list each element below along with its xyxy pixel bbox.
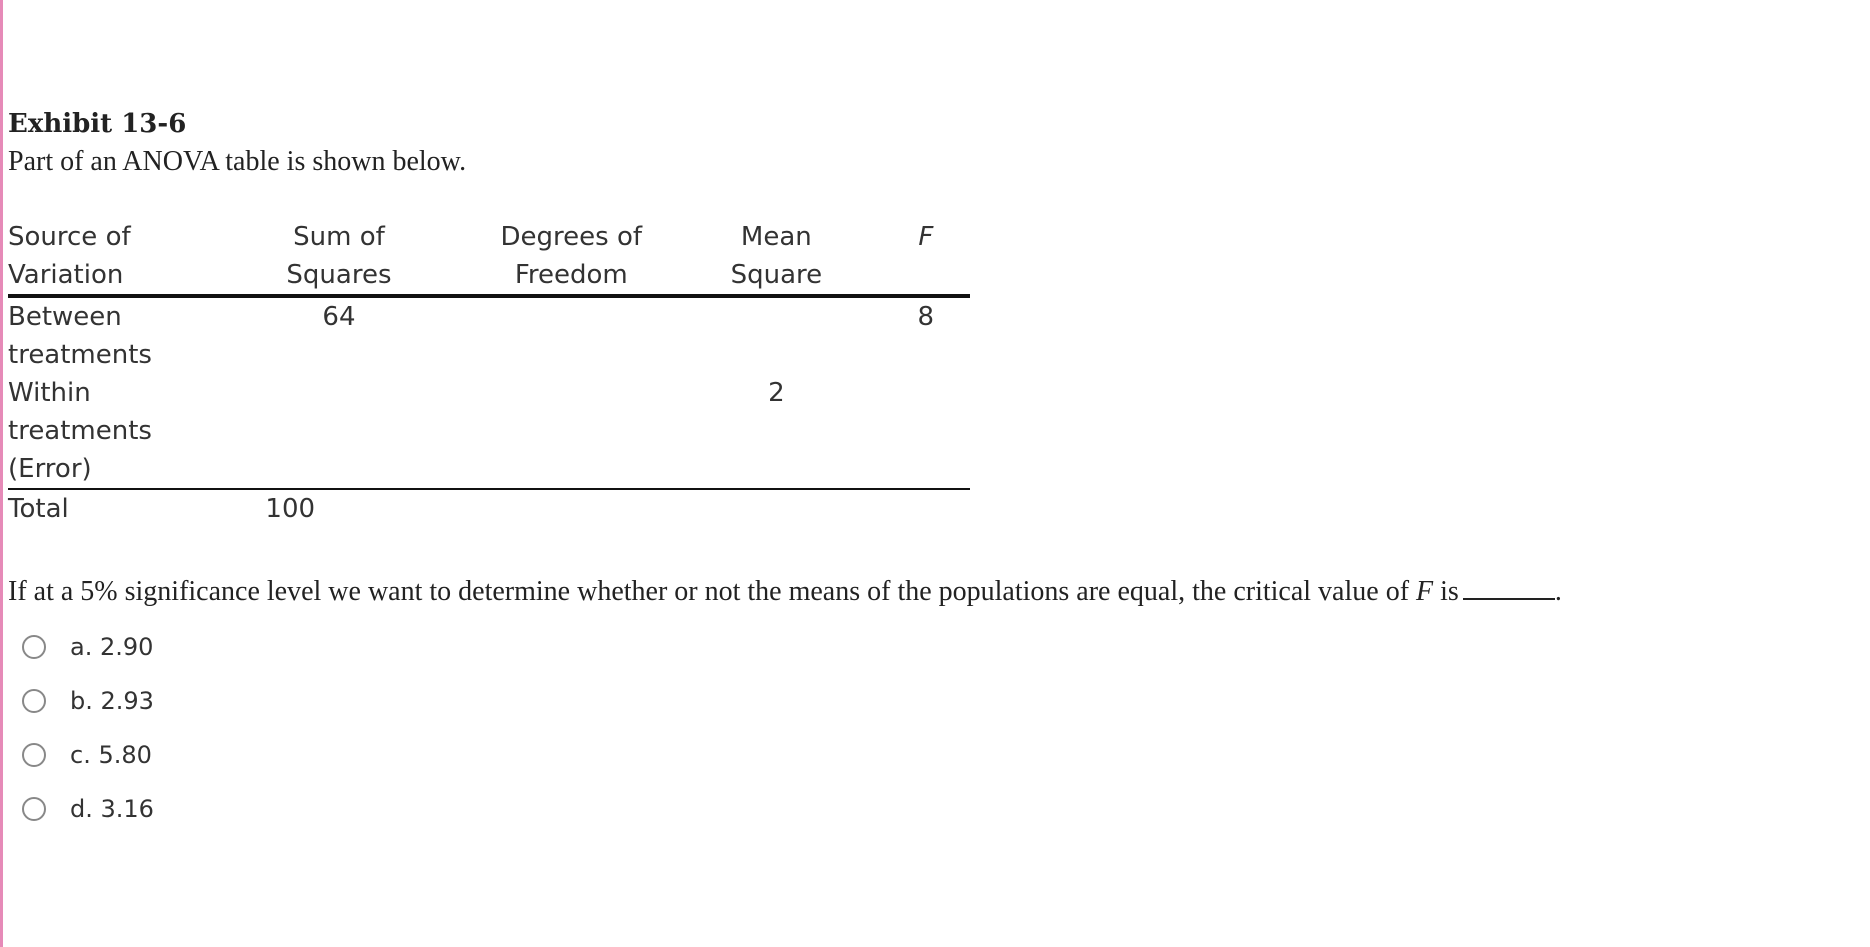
header-source-line2: Variation: [8, 260, 124, 290]
cell-within-ms: 2: [671, 374, 882, 489]
between-source-line2: treatments: [8, 340, 152, 370]
cell-total-ms: [671, 489, 882, 528]
radio-icon[interactable]: [22, 797, 46, 821]
answer-blank: [1463, 572, 1555, 600]
cell-within-f: [882, 374, 970, 489]
radio-icon[interactable]: [22, 743, 46, 767]
question-text-after: is: [1433, 576, 1459, 607]
question-f-symbol: F: [1416, 576, 1434, 607]
option-a-label[interactable]: a. 2.90: [70, 633, 154, 661]
option-c[interactable]: [22, 728, 1848, 782]
header-ss-line2: Squares: [286, 260, 392, 290]
header-mean-square: [671, 218, 882, 296]
table-header-row: [8, 218, 970, 296]
question-container: [8, 108, 1848, 836]
option-d[interactable]: [22, 782, 1848, 836]
anova-table: [8, 218, 970, 528]
header-df-line2: Freedom: [514, 260, 628, 290]
exhibit-intro: Part of an ANOVA table is shown below.: [8, 146, 467, 177]
header-ss-line1: Sum of: [293, 222, 385, 252]
cell-within-ss: [206, 374, 471, 489]
cell-between-source: [8, 296, 206, 374]
option-a[interactable]: [22, 620, 1848, 674]
exhibit-title: Exhibit 13-6: [8, 109, 187, 139]
radio-icon[interactable]: [22, 689, 46, 713]
cell-within-df: [472, 374, 672, 489]
option-b-label[interactable]: b. 2.93: [70, 687, 154, 715]
cell-between-ms: [671, 296, 882, 374]
table-row-total: [8, 489, 970, 528]
table-row-between: [8, 296, 970, 374]
question-end-punct: .: [1554, 576, 1562, 607]
cell-total-source: Total: [8, 494, 69, 524]
question-text: [8, 572, 1848, 610]
between-source-line1: Between: [8, 302, 122, 332]
header-df-line1: Degrees of: [500, 222, 643, 252]
cell-within-source: [8, 374, 206, 489]
answer-options: [8, 620, 1848, 836]
within-source-line3: (Error): [8, 454, 92, 484]
left-accent-rule: [0, 0, 3, 947]
cell-between-f: 8: [917, 302, 935, 332]
option-b[interactable]: [22, 674, 1848, 728]
table-row-within: [8, 374, 970, 489]
header-sum-of-squares: [206, 218, 471, 296]
option-c-label[interactable]: c. 5.80: [70, 741, 152, 769]
header-ms-line1: Mean: [740, 222, 812, 252]
header-f: [882, 218, 970, 296]
header-degrees-of-freedom: [472, 218, 672, 296]
header-source-line1: Source of: [8, 222, 131, 252]
radio-icon[interactable]: [22, 635, 46, 659]
header-f-label: F: [918, 222, 934, 252]
cell-total-ss: 100: [265, 494, 316, 524]
within-source-line2: treatments: [8, 416, 152, 446]
within-source-line1: Within: [8, 378, 91, 408]
cell-between-ss: 64: [322, 302, 356, 332]
cell-total-df: [472, 489, 672, 528]
option-d-label[interactable]: d. 3.16: [70, 795, 154, 823]
cell-total-f: [882, 489, 970, 528]
header-ms-line2: Square: [730, 260, 823, 290]
cell-between-df: [472, 296, 672, 374]
header-source: [8, 218, 206, 296]
question-text-before: If at a 5% significance level we want to determine whether or not the means of the populations are equal, the critical value of: [8, 576, 1417, 607]
